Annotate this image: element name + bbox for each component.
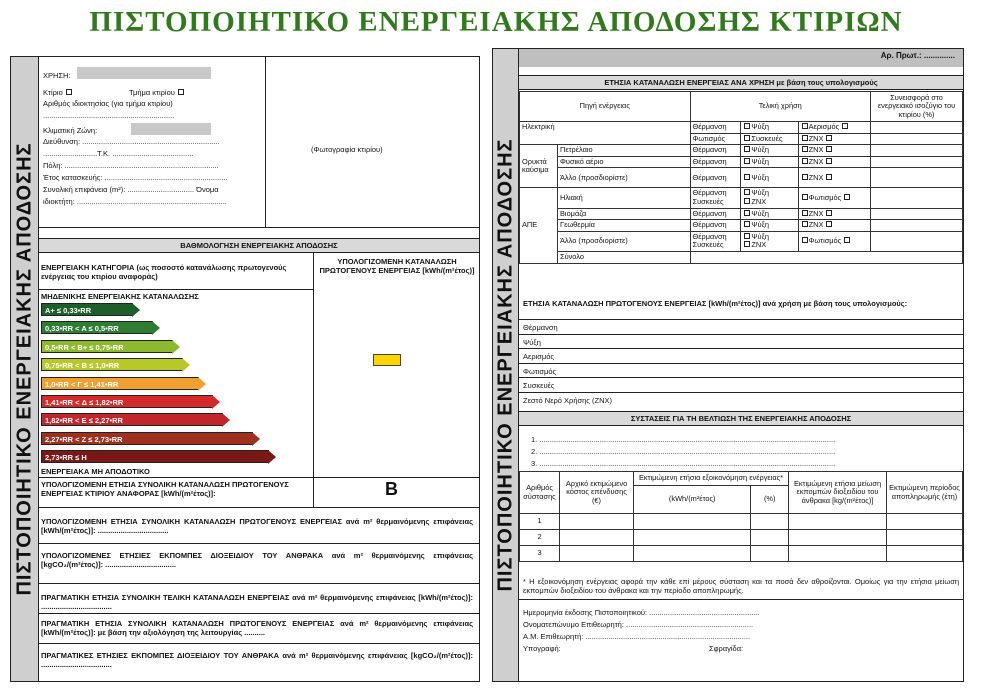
row-renewables: ΑΠΕ [520, 188, 558, 263]
current-rating-indicator [373, 354, 401, 366]
res-solar: Ηλιακή [558, 188, 691, 208]
row-electricity: Ηλεκτρική [520, 122, 691, 145]
ownership-dots: ............................................................... [43, 111, 175, 120]
primary-use-dhw_full: Ζεστό Νερό Χρήσης (ΖΝΧ) [523, 395, 612, 405]
energy-class-bar: 1,0•RR < Γ ≤ 1,41•RR [41, 377, 199, 390]
calc-co2-emissions: ΥΠΟΛΟΓΙΖΟΜΕΝΕΣ ΕΤΗΣΙΕΣ ΕΚΠΟΜΠΕΣ ΔΙΟΞΕΙΔΙΟΥ ΤΟΥ ΑΝΘΡΑΚΑ ανά m² θερμαινόμενης επιφάνειας [kgCO₂/(m²έτος)]: .................................. [41, 551, 473, 569]
table-row: 1 [520, 514, 963, 530]
energy-class-bar: 0,5•RR < B+ ≤ 0,75•RR [41, 340, 173, 353]
use-lighting: Φωτισμός [690, 133, 741, 145]
col-rec-number: Αριθμός σύστασης [520, 472, 560, 514]
recommendation-2: 2. .............................................................................................................................................. [531, 447, 836, 456]
res-geothermal: Γεωθερμία [558, 220, 691, 232]
col-payback: Εκτιμώμενη περίοδος αποπληρωμής (έτη) [887, 472, 963, 514]
res-biomass: Βιομάζα [558, 208, 691, 220]
climate-zone-label: Κλιματική Ζώνη: [43, 126, 98, 135]
page-title: ΠΙΣΤΟΠΟΙΗΤΙΚΟ ΕΝΕΡΓΕΙΑΚΗΣ ΑΠΟΔΟΣΗΣ ΚΤΙΡΙΩΝ [89, 6, 903, 38]
year-field: Έτος κατασκευής: ........................................................... [43, 173, 228, 182]
use-heating: Θέρμανση [690, 168, 741, 188]
use-heating: Θέρμανση [690, 122, 741, 134]
building-option[interactable]: Κτίριο [43, 88, 73, 97]
rating-header: ΒΑΘΜΟΛΟΓΗΣΗ ΕΝΕΡΓΕΙΑΚΗΣ ΑΠΟΔΟΣΗΣ [39, 238, 479, 253]
energy-class-bar: A+ ≤ 0,33•RR [41, 303, 133, 316]
table-row: 2 [520, 530, 963, 546]
area-field: Συνολική επιφάνεια (m²): ................................ Όνομα [43, 185, 219, 194]
left-side-label: ΠΙΣΤΟΠΟΙΗΤΙΚΟ ΕΝΕΡΓΕΙΑΚΗΣ ΑΠΟΔΟΣΗΣ [11, 57, 39, 681]
col-savings: Εκτιμώμενη ετήσια εξοικονόμηση ενέργειας* [634, 472, 789, 486]
ownership-label: Αριθμός ιδιοκτησίας (για τμήμα κτιρίου) [43, 99, 173, 108]
use-heating: Θέρμανση [690, 220, 741, 232]
photo-placeholder: (Φωτογραφία κτιρίου) [311, 145, 383, 154]
annual-consumption-header: ΕΤΗΣΙΑ ΚΑΤΑΝΑΛΩΣΗ ΕΝΕΡΓΕΙΑΣ ΑΝΑ ΧΡΗΣΗ με βάση τους υπολογισμούς [519, 75, 963, 90]
energy-class-bar: 0,75•RR < B ≤ 1,0•RR [41, 358, 183, 371]
fuel-gas: Φυσικό αέριο [558, 156, 691, 168]
col-use: Τελική χρήση [690, 92, 870, 122]
real-final-consumption: ΠΡΑΓΜΑΤΙΚΗ ΕΤΗΣΙΑ ΣΥΝΟΛΙΚΗ ΤΕΛΙΚΗ ΚΑΤΑΝΑΛΩΣΗ ΕΝΕΡΓΕΙΑΣ ανά m² θερμαινόμενης επιφάνειας [kWh/(m²έτος)]: .................................. [41, 593, 473, 611]
signature-field: Υπογραφή: [523, 644, 561, 653]
inspector-id-field: Α.Μ. Επιθεωρητή: ............................................................................... [523, 632, 751, 641]
consumption-head: ΥΠΟΛΟΓΙΖΟΜΕΝΗ ΚΑΤΑΝΑΛΩΣΗ ΠΡΩΤΟΓΕΝΟΥΣ ΕΝΕΡΓΕΙΑΣ [kWh/(m²έτος)] [319, 257, 475, 275]
real-primary-consumption: ΠΡΑΓΜΑΤΙΚΗ ΕΤΗΣΙΑ ΣΥΝΟΛΙΚΗ ΚΑΤΑΝΑΛΩΣΗ ΠΡΩΤΟΓΕΝΟΥΣ ΕΝΕΡΓΕΙΑΣ ανά m² θερμαινόμενης επιφάνειας [kWh/(m²έτος)]: με βάση την αξιολόγηση της λειτουργίας .......... [41, 619, 473, 637]
fuel-oil: Πετρέλαιο [558, 145, 691, 157]
primary-use-heating: Θέρμανση [523, 323, 558, 332]
col-cost: Αρχικό εκτιμώμενο κόστος επένδυσης (€) [560, 472, 634, 514]
right-certificate-page [492, 48, 964, 682]
real-co2-emissions: ΠΡΑΓΜΑΤΙΚΕΣ ΕΤΗΣΙΕΣ ΕΚΠΟΜΠΕΣ ΔΙΟΞΕΙΔΙΟΥ ΤΟΥ ΑΝΘΡΑΚΑ ανά m² θερμαινόμενης επιφάνειας [kgCO₂/(m²έτος)]: .................................. [41, 651, 473, 669]
right-side-label: ΠΙΣΤΟΠΟΙΗΤΙΚΟ ΕΝΕΡΓΕΙΑΚΗΣ ΑΠΟΔΟΣΗΣ [493, 49, 519, 681]
primary-use-devices: Συσκευές [523, 381, 555, 390]
table-row: 3 [520, 546, 963, 562]
reference-grade: B [385, 479, 398, 499]
col-co2: Εκτιμώμενη ετήσια μείωση εκπομπών διοξειδίου του άνθρακα [kg/(m²έτος)] [789, 472, 887, 514]
zero-energy-label: ΜΗΔΕΝΙΚΗΣ ΕΝΕΡΓΕΙΑΚΗΣ ΚΑΤΑΝΑΛΩΣΗΣ [41, 292, 199, 301]
energy-class-bar: 1,82•RR < Ε ≤ 2,27•RR [41, 413, 223, 426]
city-field: Πόλη: .......................................................................... [43, 161, 219, 170]
energy-class-bar: 0,33•RR < A ≤ 0,5•RR [41, 321, 153, 334]
row-total: Σύνολο [558, 251, 691, 263]
primary-use-cooling: Ψύξη [523, 337, 541, 347]
col-kwh: (kWh/(m²έτος) [634, 486, 751, 514]
calc-primary-consumption: ΥΠΟΛΟΓΙΖΟΜΕΝΗ ΕΤΗΣΙΑ ΣΥΝΟΛΙΚΗ ΚΑΤΑΝΑΛΩΣΗ ΠΡΩΤΟΓΕΝΟΥΣ ΕΝΕΡΓΕΙΑΣ ανά m² θερμαινόμενης επιφάνειας [kWh/(m²έτος)]: .................................. [41, 517, 473, 535]
use-heating: Θέρμανση [690, 156, 741, 168]
recommendation-3: 3. .............................................................................................................................................. [531, 459, 836, 468]
col-source: Πηγή ενέργειας [520, 92, 691, 122]
issue-date-field: Ημερομηνία έκδοσης Πιστοποιητικού: ..................................................... [523, 608, 760, 617]
recommendations-header: ΣΥΣΤΑΣΕΙΣ ΓΙΑ ΤΗ ΒΕΛΤΙΩΣΗ ΤΗΣ ΕΝΕΡΓΕΙΑΚΗΣ ΑΠΟΔΟΣΗΣ [519, 411, 963, 426]
category-head: ΕΝΕΡΓΕΙΑΚΗ ΚΑΤΗΓΟΡΙΑ (ως ποσοστό κατανάλωσης πρωτογενούς ενέργειας του κτιρίου αναφοράς) [41, 263, 287, 281]
footnote: * Η εξοικονόμηση ενέργειας αφορά την κάθε επί μέρους σύσταση και τα ποσά δεν αθροίζονται. Ομοίως για την ετήσια μείωση εκπομπών διοξειδίου του άνθρακα και την περίοδο αποπληρωμής. [523, 577, 959, 595]
use-label: ΧΡΗΣΗ: [43, 71, 71, 80]
row-fossil: Ορυκτά καύσιμα [520, 145, 558, 188]
col-share: Συνεισφορά στο ενεργειακό ισοζύγιο του κτιρίου (%) [871, 92, 963, 122]
col-pct: (%) [751, 486, 789, 514]
stamp-field: Σφραγίδα: [709, 644, 744, 653]
use-heating: Θέρμανση [690, 208, 741, 220]
fuel-other: Άλλο (προσδιορίστε) [558, 168, 691, 188]
energy-class-bar: 2,27•RR < Ζ ≤ 2,73•RR [41, 432, 253, 445]
energy-class-bar: 2,73•RR ≤ Η [41, 450, 269, 463]
res-other: Άλλο (προσδιορίστε) [558, 231, 691, 251]
owner-field: ιδιοκτήτη: ........................................................................ [43, 197, 227, 206]
energy-class-bar: 1,41•RR < Δ ≤ 1,82•RR [41, 395, 213, 408]
primary-use-ventilation: Αερισμός [523, 352, 555, 361]
recommendation-1: 1. .............................................................................................................................................. [531, 435, 836, 444]
not-efficient-label: ΕΝΕΡΓΕΙΑΚΑ ΜΗ ΑΠΟΔΟΤΙΚΟ [41, 467, 150, 476]
use-heating: Θέρμανση [690, 145, 741, 157]
protocol-number: Αρ. Πρωτ.: .............. [519, 49, 963, 67]
primary-use-lighting: Φωτισμός [523, 366, 557, 376]
primary-consumption-head: ΕΤΗΣΙΑ ΚΑΤΑΝΑΛΩΣΗ ΠΡΩΤΟΓΕΝΟΥΣ ΕΝΕΡΓΕΙΑΣ [kWh/(m²έτος)] ανά χρήση με βάση τους υπολογισμούς: [523, 299, 908, 308]
address-field: Διεύθυνση: .................................................................. [43, 137, 220, 146]
left-certificate-page [10, 56, 480, 682]
recommendations-table [519, 471, 963, 562]
reference-total-label: ΥΠΟΛΟΓΙΖΟΜΕΝΗ ΕΤΗΣΙΑ ΣΥΝΟΛΙΚΗ ΚΑΤΑΝΑΛΩΣΗ ΠΡΩΤΟΓΕΝΟΥΣ ΕΝΕΡΓΕΙΑΣ ΚΤΙΡΙΟΥ ΑΝΑΦΟΡΑΣ [kWh/(m²έτος)]: [41, 480, 289, 498]
postal-code-field: ..........................Τ.Κ. ....................................... [43, 149, 194, 158]
section-option[interactable]: Τμήμα κτιρίου [129, 88, 185, 97]
energy-use-table: Πηγή ενέργειας Τελική χρήση Συνεισφορά στο ενεργειακό ισοζύγιο του κτιρίου (%) Ηλεκτρική Θέρμανση Ψύξη Αερισμός Φωτισμός Συσκευές ΖΝΧ Ορυκτά καύσιμα Πετρέλαιο Θέρμανση Ψύξη ΖΝΧ Φυσικό αέριο Θέρμανση Ψύξη ΖΝΧ Άλλο (προσδιορίστε) Θέρμανση Ψύξη ΖΝΧ ΑΠΕ Ηλιακή Θέρμανση Συσκευές Ψύξη ΖΝΧ Φωτισμός Βιομάζα Θέρμανση Ψύξη ΖΝΧ Γεωθερμία Θέρμανση Ψύξη ΖΝΧ Άλλο (προσδιορίστε) Θέρμανση Συσκευές Ψύξη ΖΝΧ Φωτισμός Σύνολο [519, 91, 963, 264]
inspector-name-field: Ονοματεπώνυμο Επιθεωρητή: ............................................................. [523, 620, 754, 629]
